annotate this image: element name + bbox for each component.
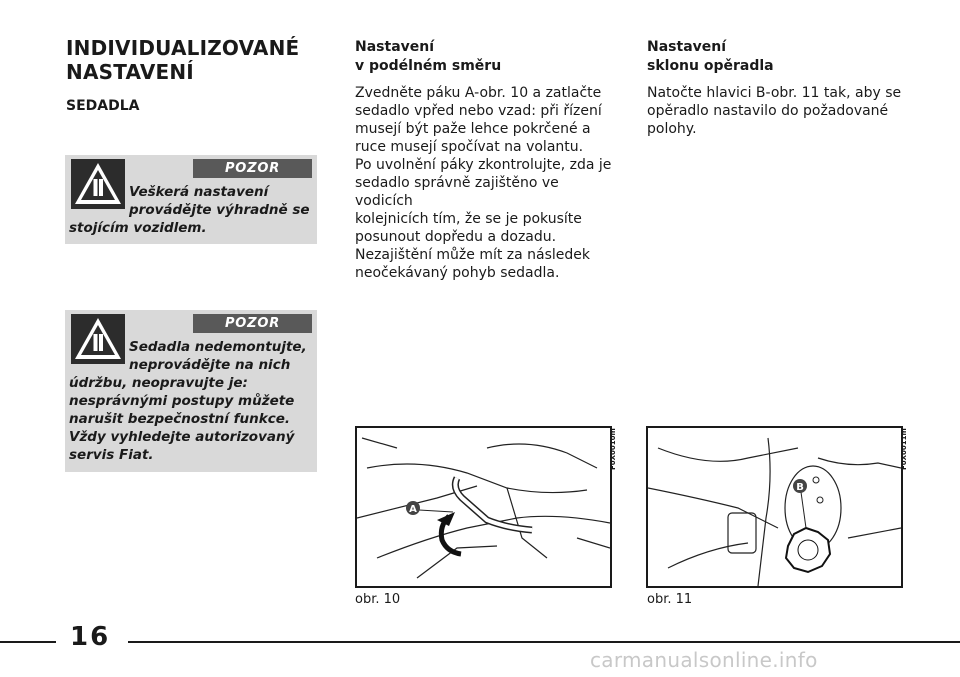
section-title: SEDADLA	[66, 98, 140, 114]
warning-label: POZOR	[193, 159, 312, 178]
warning-text: Sedadla nedemontujte, neprovádějte na nich údržbu, neopravujte je: nesprávnými postupy můžete narušit bezpečnostní funkce. Vždy vyhledejte autorizovaný servis Fiat.	[69, 339, 307, 463]
footer-rule-left	[0, 641, 56, 643]
marker-b: B	[796, 482, 804, 493]
figure-10-caption: obr. 10	[355, 592, 401, 607]
marker-a: A	[409, 504, 417, 515]
figure-11	[646, 426, 903, 588]
seat-lever-illustration	[357, 428, 610, 586]
watermark[interactable]: carmanualsonline.info	[590, 648, 818, 672]
backrest-body: Natočte hlavici B-obr. 11 tak, aby se opěradlo nastavilo do požadované polohy.	[647, 85, 902, 137]
footer-rule-right	[128, 641, 960, 643]
page-number: 16	[70, 622, 111, 652]
page-title: INDIVIDUALIZOVANÉ NASTAVENÍ	[66, 36, 300, 84]
backrest-knob-illustration	[648, 428, 901, 586]
figure-11-caption: obr. 11	[647, 592, 693, 607]
longitudinal-body: Zvedněte páku A-obr. 10 a zatlačte sedadlo vpřed nebo vzad: při řízení musejí být paže lehce pokrčené a ruce musejí spočívat na volantu. Po uvolnění páky zkontrolujte, zda je sedadlo správně zajištěno ve vodicích kolejnicích tím, že se je pokusíte posunout dopředu a dozadu. Nezajištění můžе mít za následek neočekávaný pohyb sedadla.	[355, 85, 612, 281]
warning-label: POZOR	[193, 314, 312, 333]
backrest-heading: Nastavení sklonu opěradla	[647, 39, 774, 74]
figure-10-code: F0X0010m	[609, 428, 617, 470]
longitudinal-heading: Nastavení v podélném směru	[355, 39, 502, 74]
warning-text: Veškerá nastavení provádějte výhradně se stojícím vozidlem.	[69, 184, 310, 236]
warning-box-2	[65, 310, 317, 472]
warning-box-1	[65, 155, 317, 244]
figure-11-code: F0X0011m	[900, 428, 908, 470]
figure-10	[355, 426, 612, 588]
